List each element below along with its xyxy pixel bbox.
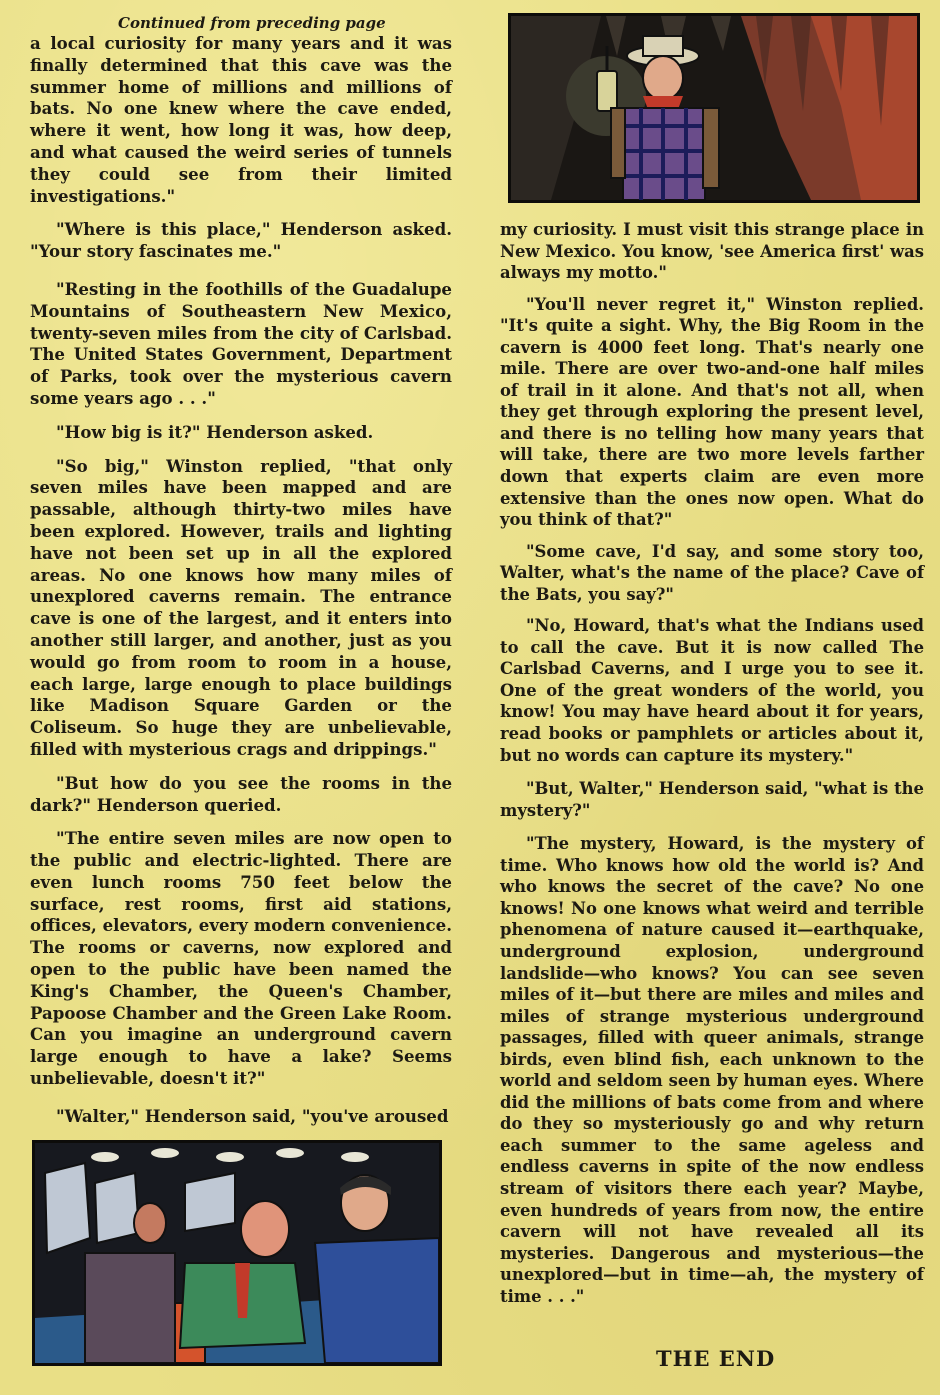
left-paragraph: a local curiosity for many years and it was finally determined that this cave was the summer home of millions and millions of bats. No one knew where the cave ended, where it went, how long it was, how deep, and what caused the weird series of tunnels they could see from their limited investigations." xyxy=(30,33,452,206)
left-paragraph: "Where is this place," Henderson asked. "Your story fascinates me." xyxy=(30,219,452,262)
left-paragraph: "But how do you see the rooms in the dark?" Henderson queried. xyxy=(30,772,452,815)
right-paragraph: "The mystery, Howard, is the mystery of time. Who knows how old the world is? And who knows the secret of the cave? No one knows! No one knows what weird and terrible phenomena of nature caused it—earthquake, underground explosion, underground landslide—who knows? You can see seven miles of it—but there are miles and miles and miles of strange mysterious underground passages, filled with queer animals, strange birds, even blind fish, each unknown to the world and seldom seen by human eyes. Where did the millions of bats come from and where do they so mysteriously go and why return each summer to the same ageless and endless caverns in spite of the now endless stream of visitors there each year? Maybe, even hundreds of years from now, the entire cavern will not have revealed all its mysteries. Dangerous and mysterious—the unexplored—but in time—ah, the mystery of time . . ." xyxy=(500,834,924,1306)
left-paragraph: "How big is it?" Henderson asked. xyxy=(56,421,374,442)
right-paragraph: my curiosity. I must visit this strange place in New Mexico. You know, 'see America first' was always my motto." xyxy=(500,220,924,283)
left-text-column xyxy=(30,33,452,1128)
left-paragraph: "Resting in the foothills of the Guadalupe Mountains of Southeastern New Mexico, twenty-seven miles from the city of Carlsbad. The United States Government, Department of Parks, took over the mysterious cavern some years ago . . ." xyxy=(30,278,452,408)
right-paragraph: "No, Howard, that's what the Indians used to call the cave. But it is now called The Carlsbad Caverns, and I urge you to see it. One of the great wonders of the world, you know! You may have heard about it for years, read books or pamphlets or articles about it, but no words can capture its mystery." xyxy=(500,616,924,765)
right-paragraph: "Some cave, I'd say, and some story too, Walter, what's the name of the place? Cave of the Bats, you say?" xyxy=(500,541,924,604)
cave-lantern-art xyxy=(511,16,917,200)
continued-note: Continued from preceding page xyxy=(118,14,386,32)
right-text-column xyxy=(500,219,924,1307)
right-paragraph: "But, Walter," Henderson said, "what is the mystery?" xyxy=(500,779,924,820)
lunch-counter-art xyxy=(35,1143,439,1363)
left-paragraph: "The entire seven miles are now open to the public and electric-lighted. There are even lunch rooms 750 feet below the surface, rest rooms, first aid stations, offices, elevators, every modern convenience. The rooms or caverns, now explored and open to the public have been named the King's Chamber, the Queen's Chamber, Papoose Chamber and the Green Lake Room. Can you imagine an underground cavern large enough to have a lake? Seems unbelievable, doesn't it?" xyxy=(30,828,452,1089)
cave-lantern-illustration xyxy=(508,13,920,203)
left-paragraph: "Walter," Henderson said, "you've aroused xyxy=(56,1105,449,1126)
left-paragraph: "So big," Winston replied, "that only seven miles have been mapped and are passable, although thirty-two miles have been explored. However, trails and lighting have not been set up in all the explored areas. No one knows how many miles of unexplored caverns remain. The entrance cave is one of the largest, and it enters into another still larger, and another, just as you would go from room to room in a house, each large, large enough to place buildings like Madison Square Garden or the Coliseum. So huge they are unbelievable, filled with mysterious crags and drippings." xyxy=(30,455,452,759)
right-paragraph: "You'll never regret it," Winston replied. "It's quite a sight. Why, the Big Room in the cavern is 4000 feet long. That's nearly one mile. There are over two-and-one half miles of trail in it alone. And that's not all, when they get through exploring the present level, and there is no telling how many years that will take, there are two more levels farther down that experts claim are even more extensive than the ones now open. What do you think of that?" xyxy=(500,294,924,530)
lunch-counter-illustration xyxy=(32,1140,442,1366)
the-end-label: THE END xyxy=(656,1346,776,1371)
